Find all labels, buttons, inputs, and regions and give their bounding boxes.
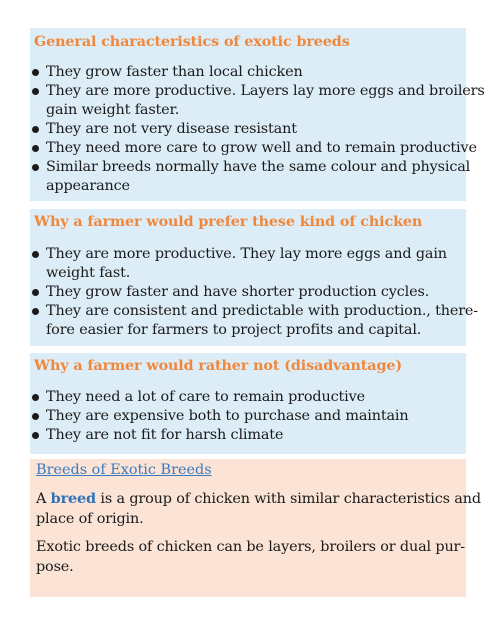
list-item-text: They are more productive. Layers lay more eggs and broilers (46, 83, 485, 99)
list-item-text: They are more productive. They lay more eggs and gain (46, 246, 447, 262)
list-item (30, 158, 471, 196)
breeds-title-link[interactable]: Breeds of Exotic Breeds (36, 462, 212, 478)
list-item (30, 388, 466, 407)
section-farmer-disadvantage (30, 353, 466, 454)
list-item-text: appearance (46, 178, 130, 194)
bullet-icon (32, 145, 39, 152)
exotic-breeds-text-line2: pose. (36, 558, 74, 575)
list-item-text: They grow faster and have shorter production cycles. (46, 284, 430, 300)
list-item (30, 120, 466, 139)
exotic-breeds-paragraph (36, 538, 465, 577)
list-item (30, 302, 479, 340)
bullet-icon (32, 251, 39, 258)
breed-definition-paragraph (36, 489, 481, 529)
list-item-text: They need a lot of care to remain productive (46, 389, 365, 405)
bullet-list (30, 63, 485, 196)
list-item (30, 139, 477, 158)
breed-term: breed (50, 490, 96, 507)
section-heading: General characteristics of exotic breeds (34, 34, 350, 50)
bullet-icon (32, 164, 39, 171)
list-item (30, 82, 485, 120)
exotic-breeds-text: Exotic breeds of chicken can be layers, broilers or dual pur- (36, 539, 465, 555)
breed-definition-text-line2: place of origin. (36, 510, 144, 527)
bullet-icon (32, 88, 39, 95)
list-item-text: They are consistent and predictable with production., there- (46, 303, 479, 319)
section-breeds-info (30, 459, 481, 597)
list-item-text: Similar breeds normally have the same colour and physical (46, 159, 471, 175)
list-item-text: They are not fit for harsh climate (46, 427, 284, 443)
list-item-text: They grow faster than local chicken (46, 64, 303, 80)
list-item (30, 407, 466, 426)
bullet-icon (32, 69, 39, 76)
bullet-icon (32, 413, 39, 420)
bullet-icon (32, 432, 39, 439)
list-item-text: They are expensive both to purchase and maintain (46, 408, 409, 424)
bullet-icon (32, 394, 39, 401)
list-item (30, 426, 466, 445)
list-item (30, 63, 466, 82)
bullet-list (30, 245, 479, 340)
section-heading: Why a farmer would prefer these kind of chicken (34, 214, 423, 230)
list-item (30, 283, 466, 302)
bullet-icon (32, 126, 39, 133)
list-item-text: weight fast. (46, 265, 131, 281)
list-item (30, 245, 466, 283)
list-item-text: They are not very disease resistant (46, 121, 297, 137)
bullet-list (30, 388, 466, 445)
section-heading: Why a farmer would rather not (disadvantage) (34, 358, 403, 374)
section-farmer-prefer (30, 209, 479, 346)
list-item-text: They need more care to grow well and to remain productive (46, 140, 477, 156)
breed-prefix: A (36, 491, 51, 507)
list-item-text: fore easier for farmers to project profits and capital. (46, 322, 422, 338)
section-general-characteristics (30, 28, 485, 201)
list-item-text: gain weight faster. (46, 102, 180, 118)
bullet-icon (32, 308, 39, 315)
breed-definition-text: is a group of chicken with similar characteristics and (95, 491, 481, 507)
bullet-icon (32, 289, 39, 296)
